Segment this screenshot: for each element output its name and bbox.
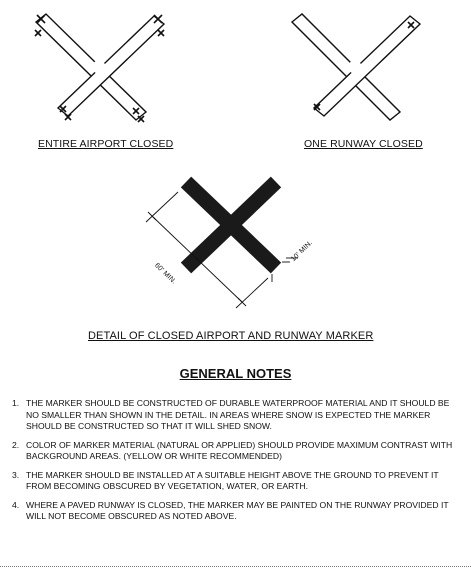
bottom-divider [0,566,471,567]
note-text: COLOR OF MARKER MATERIAL (NATURAL OR APPLIED) SHOULD PROVIDE MAXIMUM CONTRAST WITH BACKGROUND AREAS. (YELLOW OR WHITE RECOMMENDED) [26,439,453,461]
entire-airport-closed-label: ENTIRE AIRPORT CLOSED [38,138,174,150]
general-notes-title: GENERAL NOTES [179,366,292,381]
general-note-item [12,500,462,523]
general-note-item [12,470,462,493]
note-text: THE MARKER SHOULD BE INSTALLED AT A SUITABLE HEIGHT ABOVE THE GROUND TO PREVENT IT FROM BECOMING OBSCURED BY VEGETATION, WATER, OR EARTH. [26,469,439,491]
one-runway-closed-label: ONE RUNWAY CLOSED [304,138,423,150]
dimension-length-label: 60' MIN. [153,262,178,286]
note-number: 1. [12,398,20,408]
general-note-item [12,398,462,433]
note-text: THE MARKER SHOULD BE CONSTRUCTED OF DURABLE WATERPROOF MATERIAL AND IT SHOULD BE NO SMALLER THAN SHOWN IN THE DETAIL. IN AREAS WHERE SNOW IS EXPECTED THE MARKER SHOULD BE CONSTRUCTED SO THAT IT WILL SHED SNOW. [26,398,450,431]
note-number: 4. [12,499,20,510]
entire-airport-closed-diagram [35,14,164,122]
closed-marker-detail [146,182,298,308]
note-number: 3. [12,469,20,480]
one-runway-closed-diagram [292,14,420,120]
detail-marker-label: DETAIL OF CLOSED AIRPORT AND RUNWAY MARKER [88,330,374,342]
note-number: 2. [12,439,20,450]
closed-marker-cross [186,182,276,268]
general-notes-list [12,398,462,530]
dimension-width-label: 10' MIN. [290,239,315,264]
note-text: WHERE A PAVED RUNWAY IS CLOSED, THE MARKER MAY BE PAINTED ON THE RUNWAY PROVIDED IT WILL NOT BECOME OBSCURED AS NOTED ABOVE. [26,499,449,521]
general-note-item [12,440,462,463]
